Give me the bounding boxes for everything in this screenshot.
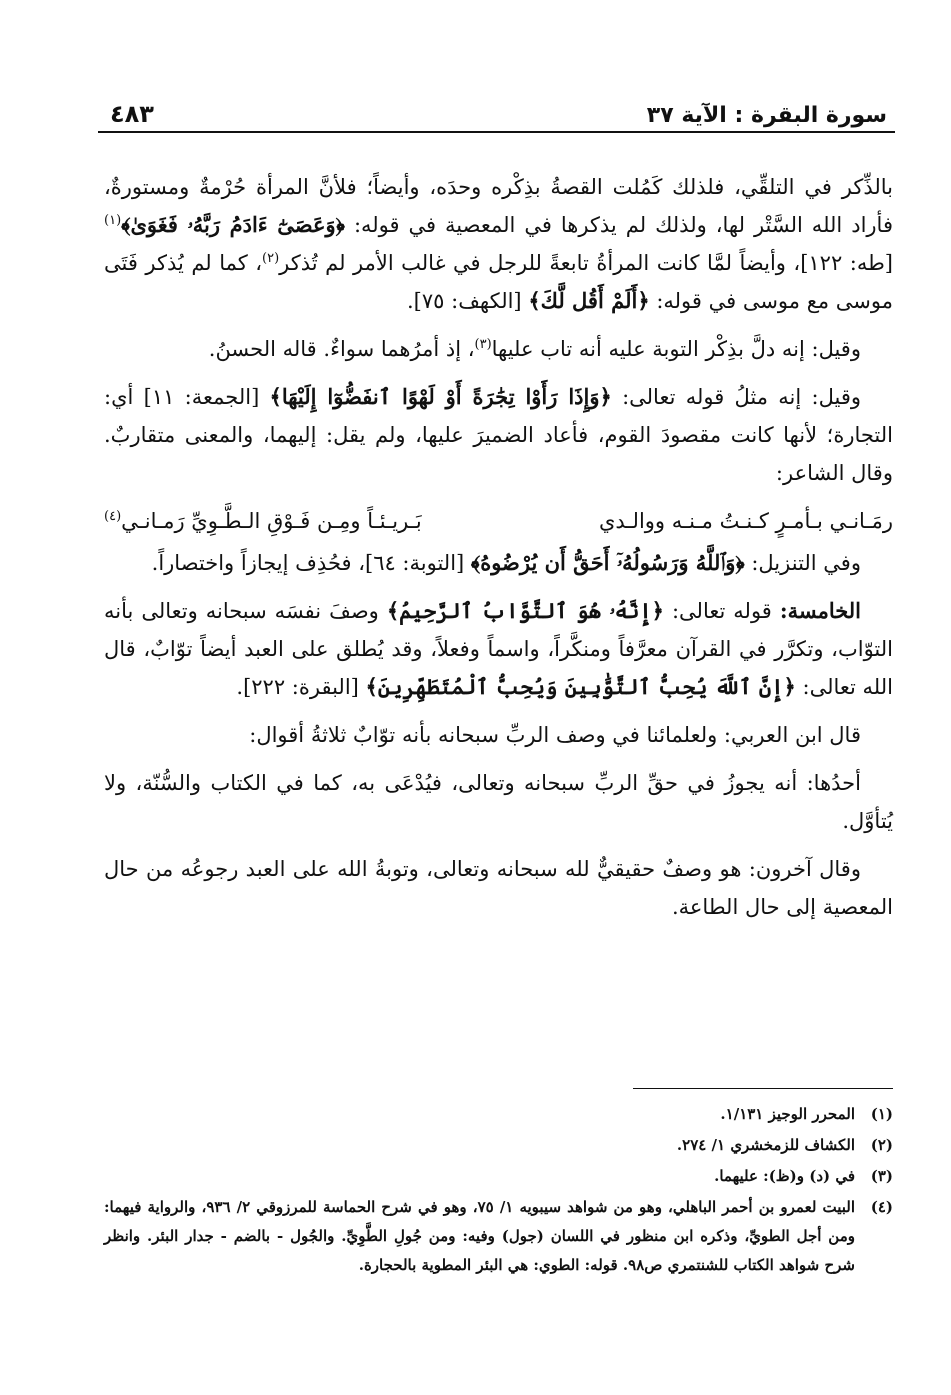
text-run: وقيل: إنه مثلُ قوله تعالى: (611, 385, 862, 409)
footnote-item (104, 1100, 893, 1129)
footnote-text: الكشاف للزمخشري ١/ ٢٧٤. (676, 1136, 855, 1154)
paragraph-2 (104, 330, 893, 368)
footnote-text: المحرر الوجيز ١/١٣١. (720, 1105, 855, 1123)
header-divider (98, 131, 895, 133)
footnote-text: البيت لعمرو بن أحمر الباهلي، وهو من شواهد سيبويه ١/ ٧٥، وهو في شرح الحماسة للمرزوقي ٢/ ٩٣٦، والرواية فيهما: ومن أجل الطويِّ، وذكره ابن منظور في اللسان (جول) وفيه: ومن جُولِ الطَّوِيِّ. والجُول - بالضم - جدار البئر. وانظر شرح شواهد الكتاب للشنتمري ص٩٨. قوله: الطوي: هي البئر المطوية بالحجارة. (104, 1198, 856, 1274)
footnote-divider (633, 1088, 893, 1089)
verse-first-hemistich: رمَـانـي بـأمـرٍ كـنـتُ مـنـه ووالـدي (598, 509, 893, 533)
footnote-number: (١) (870, 1105, 893, 1123)
text-run: وقيل: إنه دلَّ بذِكْر التوبة عليه أنه تاب عليها (491, 337, 861, 361)
footnotes (104, 1100, 893, 1282)
text-run: [الجمعة: ١١] أي: التجارة؛ لأنها كانت مقصودَ القوم، فأعاد الضميرَ عليها، ولم يقل: إليهما، والمعنى متقاربٌ. وقال الشاعر: (104, 385, 893, 485)
footnote-ref[interactable]: (٣) (474, 337, 492, 352)
paragraph-4 (104, 544, 893, 582)
running-title: سورة البقرة : الآية ٣٧ (646, 103, 887, 128)
text-run: [البقرة: ٢٢٢]. (236, 675, 366, 699)
quran-quote: ﴿إِنَّ ٱللَّهَ يُحِبُّ ٱلتَّوَّٰبِينَ وَيُحِبُّ ٱلْمُتَطَهِّرِينَ﴾ (365, 674, 796, 699)
text-run: بالذِّكر في التلقِّي، فلذلك كَمُلت القصةُ بذِكْره وحدَه، وأيضاً؛ فلأنَّ المرأة حُرْمةٌ ومستورةٌ، فأراد الله السَّتْر لها، ولذلك لم يذكرها في المعصية في قوله: (104, 175, 893, 237)
paragraph-1 (104, 168, 893, 320)
text-run: ، كما لم يُذكر فَتَى موسى مع موسى في قوله: (104, 251, 893, 313)
verse-second-hemistich: بَـريـئـاً ومِـن فَـوْقِ الـطَّـوِيِّ رَمـانـي (121, 509, 422, 533)
text-run: وفي التنزيل: (744, 551, 861, 575)
footnote-number: (٢) (870, 1136, 893, 1154)
quran-quote: ﴿وَٱللَّهُ وَرَسُولُهُۥٓ أَحَقُّ أَن يُرْضُوهُ﴾ (470, 550, 745, 575)
verse-second-hemistich-wrap (104, 502, 422, 540)
poetry-verse (104, 502, 893, 540)
footnote-number: (٣) (870, 1167, 893, 1185)
text-run: [التوبة: ٦٤]، فحُذِف إيجازاً واختصاراً. (151, 551, 471, 575)
text-run: وصفَ نفسَه سبحانه وتعالى بأنه التوّاب، وتكرَّر في القرآن معرَّفاً ومنكَّراً، واسماً وفعلاً، وقد يُطلق على العبد أيضاً توّابٌ، قال الله تعالى: (104, 599, 893, 699)
footnote-number: (٤) (870, 1198, 893, 1216)
footnote-item (104, 1131, 893, 1160)
quran-quote: ﴿إِنَّهُۥ هُوَ ٱلتَّوَّابُ ٱلرَّحِيمُ﴾ (386, 598, 664, 623)
page-number: ٤٨٣ (110, 100, 154, 128)
text-run: قوله تعالى: (664, 599, 780, 623)
text-run: [الكهف: ٧٥]. (407, 289, 529, 313)
footnote-ref[interactable]: (١) (104, 213, 122, 228)
page-header (110, 92, 887, 128)
paragraph-6: قال ابن العربي: ولعلمائنا في وصف الربِّ سبحانه بأنه توّابٌ ثلاثةُ أقوال: (249, 723, 861, 747)
paragraph-3 (104, 378, 893, 492)
paragraph-7: أحدُها: أنه يجوزُ في حقِّ الربِّ سبحانه وتعالى، فيُدْعَى به، كما في الكتاب والسُّنّة، ولا يُتأوَّل. (104, 771, 893, 833)
footnote-item (104, 1162, 893, 1191)
paragraph-8: وقال آخرون: هو وصفٌ حقيقيٌّ لله سبحانه وتعالى، وتوبةُ الله على العبد رجوعُه من حال المعصية إلى حال الطاعة. (104, 857, 893, 919)
footnote-ref[interactable]: (٢) (262, 251, 280, 266)
footnote-item (104, 1193, 893, 1280)
paragraph-5 (104, 592, 893, 706)
quran-quote: ﴿وَعَصَىٰٓ ءَادَمُ رَبَّهُۥ فَغَوَىٰ﴾ (121, 212, 345, 237)
quran-quote: ﴿وَإِذَا رَأَوْا تِجَٰرَةً أَوْ لَهْوًا ٱنفَضُّوٓا إِلَيْهَا﴾ (269, 384, 612, 409)
text-run: [طه: ١٢٢]، وأيضاً لمَّا كانت المرأةُ تابعةً للرجل في غالب الأمر لم تُذكر (279, 251, 893, 275)
section-heading: الخامسة: (779, 598, 862, 623)
quran-quote: ﴿أَلَمْ أَقُل لَّكَ﴾ (528, 288, 650, 313)
text-run: ، إذ أمرُهما سواءٌ. قاله الحسنُ. (208, 337, 475, 361)
footnote-ref[interactable]: (٤) (104, 509, 122, 524)
footnote-text: في (د) و(ظ): عليهما. (714, 1167, 855, 1185)
main-text (104, 168, 893, 936)
